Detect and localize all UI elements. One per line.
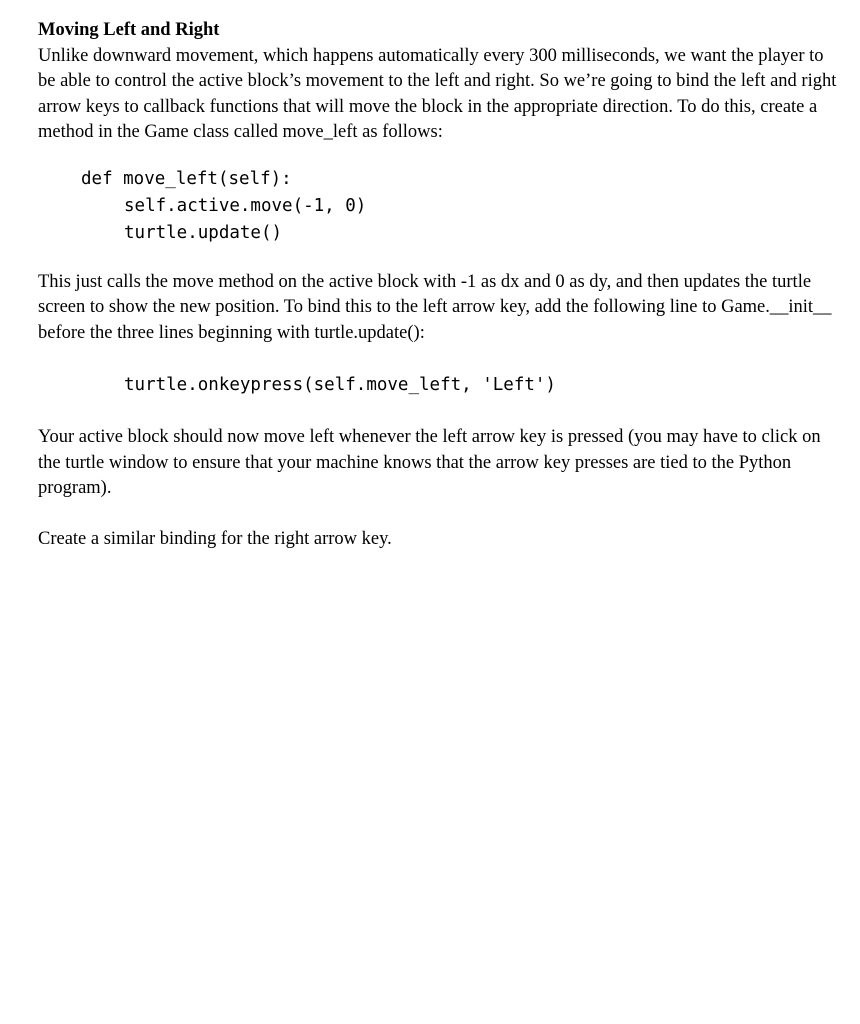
intro-paragraph: Unlike downward movement, which happens automatically every 300 milliseconds, we want the player to be able to control the active block’s movement to the left and right. So we’re going to bind the left and right arrow keys to callback functions that will move the block in the appropriate direction. To do this, create a method in the Game class called move_left as follows: (38, 45, 837, 142)
code-line-update: turtle.update() (124, 222, 283, 243)
section-heading: Moving Left and Right (38, 20, 220, 40)
document-page (38, 18, 838, 552)
task-paragraph: Create a similar binding for the right arrow key. (38, 528, 392, 549)
code-line-move: self.active.move(-1, 0) (124, 195, 367, 216)
binding-code-line: turtle.onkeypress(self.move_left, 'Left') (124, 375, 556, 395)
result-paragraph: Your active block should now move left whenever the left arrow key is pressed (you may have to click on the turtle window to ensure that your machine knows that the arrow key presses are tied to the Python program). (38, 427, 821, 498)
move-left-code-block (81, 166, 838, 247)
code-line-def: def move_left(self): (81, 168, 292, 189)
explanation-paragraph: This just calls the move method on the active block with -1 as dx and 0 as dy, and then updates the turtle screen to show the new position. To bind this to the left arrow key, add the following line to Game.__init__ before the three lines beginning with turtle.update(): (38, 271, 832, 343)
